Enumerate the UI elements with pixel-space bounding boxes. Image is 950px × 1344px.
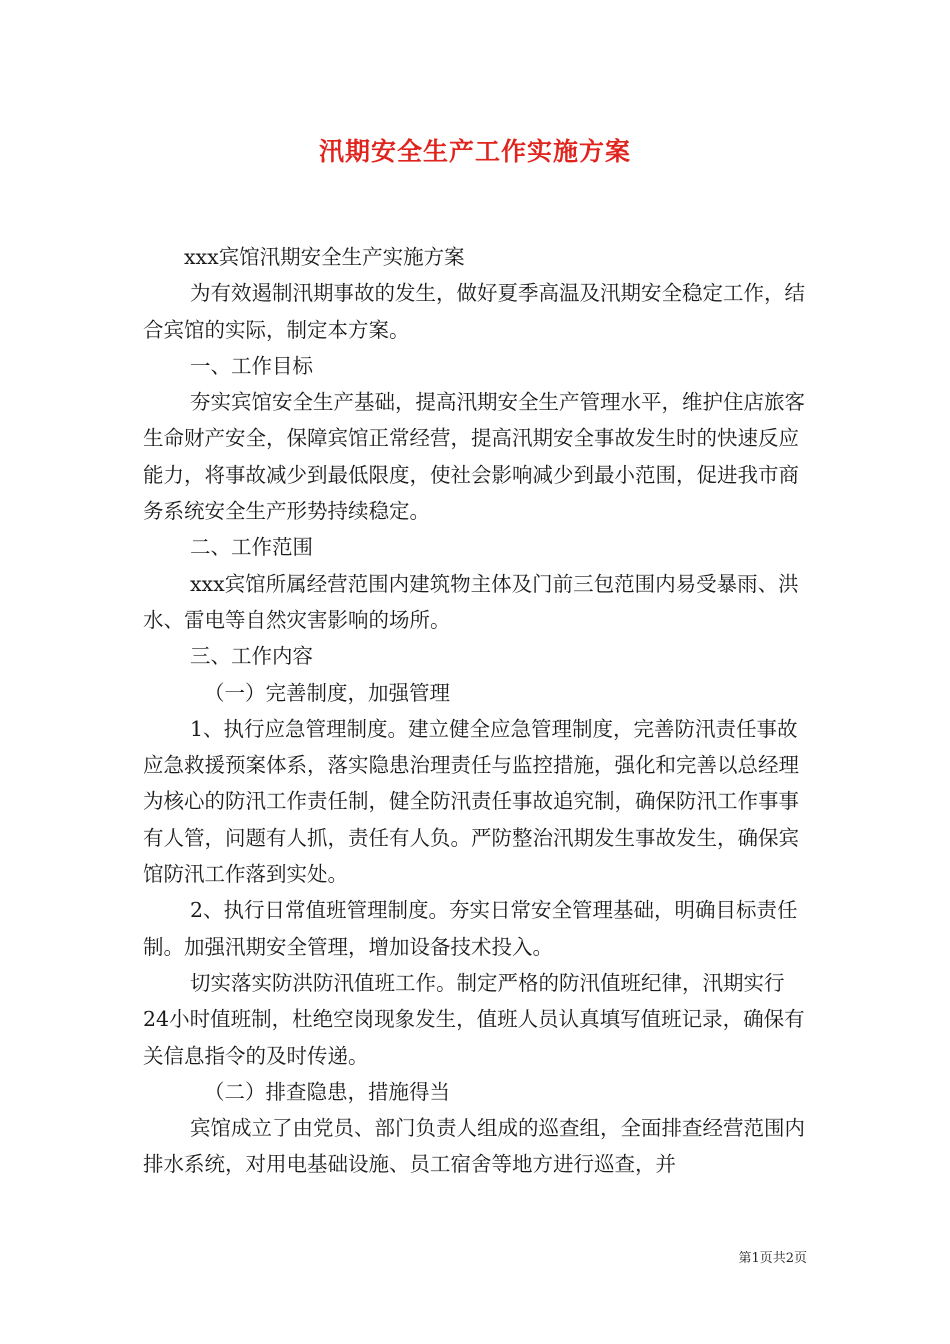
paragraph-work-scope: xxx宾馆所属经营范围内建筑物主体及门前三包范围内易受暴雨、洪水、雷电等自然灾害影响的场所。 — [143, 571, 799, 632]
paragraph-duty-system: 2、执行日常值班管理制度。夯实日常安全管理基础，明确目标责任制。加强汛期安全管理，增加设备技术投入。 — [143, 898, 798, 959]
heading-work-goal: 一、工作目标 — [190, 353, 313, 378]
subheading-hazard-check: （二）排查隐患，措施得当 — [204, 1079, 450, 1104]
heading-work-scope: 二、工作范围 — [190, 535, 313, 560]
paragraph-subtitle: xxx宾馆汛期安全生产实施方案 — [184, 245, 465, 269]
paragraph-work-goal: 夯实宾馆安全生产基础，提高汛期安全生产管理水平，维护住店旅客生命财产安全，保障宾馆正常经营，提高汛期安全事故发生时的快速反应能力，将事故减少到最低限度，使社会影响减少到最小范围，促进我市商务系统安全生产形势持续稳定。 — [143, 390, 805, 524]
paragraph-emergency-system: 1、执行应急管理制度。建立健全应急管理制度，完善防汛责任事故应急救援预案体系，落实隐患治理责任与监控措施，强化和完善以总经理为核心的防汛工作责任制，健全防汛责任事故追究制，确保防汛工作事事有人管，问题有人抓，责任有人负。严防整治汛期发生事故发生，确保宾馆防汛工作落到实处。 — [143, 716, 799, 887]
subheading-improve-system: （一）完善制度，加强管理 — [204, 680, 450, 705]
document-title: 汛期安全生产工作实施方案 — [318, 137, 631, 166]
paragraph-inspection-team: 宾馆成立了由党员、部门负责人组成的巡查组，全面排查经营范围内排水系统，对用电基础设施、员工宿舍等地方进行巡查，并 — [143, 1116, 805, 1177]
paragraph-flood-duty: 切实落实防洪防汛值班工作。制定严格的防汛值班纪律，汛期实行24小时值班制，杜绝空岗现象发生，值班人员认真填写值班记录，确保有关信息指令的及时传递。 — [143, 970, 805, 1068]
paragraph-intro: 为有效遏制汛期事故的发生，做好夏季高温及汛期安全稳定工作，结合宾馆的实际，制定本方案。 — [143, 281, 805, 342]
document-body — [143, 239, 809, 1183]
page-number: 第1页共2页 — [738, 1251, 807, 1266]
heading-work-content: 三、工作内容 — [190, 644, 313, 669]
